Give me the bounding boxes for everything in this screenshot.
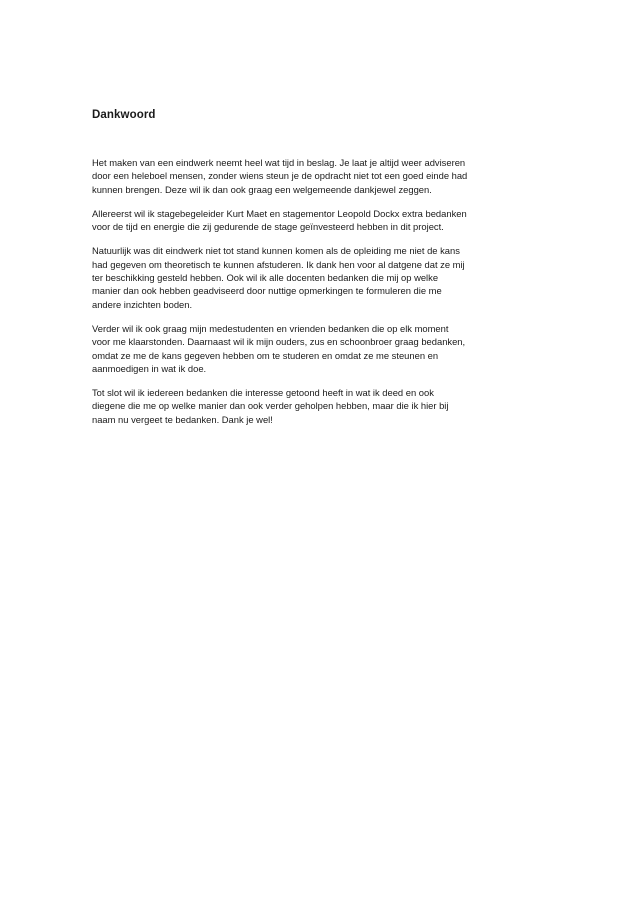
text-line: manier dan ook hebben geadviseerd door nuttige opmerkingen te formuleren die me xyxy=(92,285,442,297)
document-body xyxy=(92,108,532,437)
text-line: omdat ze me de kans gegeven hebben om te studeren en omdat ze me steunen en xyxy=(92,349,439,361)
text-line: ter beschikking gesteld hebben. Ook wil ik alle docenten bedanken die mij op welke xyxy=(92,272,439,284)
paragraph-education xyxy=(92,244,532,311)
text-line: andere inzichten boden. xyxy=(92,298,193,310)
page-title: Dankwoord xyxy=(92,109,156,121)
text-line: aanmoedigen in wat ik doe. xyxy=(92,363,207,375)
text-line: had gegeven om theoretisch te kunnen afstuderen. Ik dank hen voor al datgene dat ze mij xyxy=(92,258,465,270)
text-line: Het maken van een eindwerk neemt heel wat tijd in beslag. Je laat je altijd weer adviseren xyxy=(92,157,466,168)
paragraph-supervisors xyxy=(92,207,532,234)
text-line: diegene die me op welke manier dan ook verder geholpen hebben, maar die ik hier bij xyxy=(92,400,449,412)
text-line: kunnen brengen. Deze wil ik dan ook graag een welgemeende dankjewel zeggen. xyxy=(92,183,432,195)
text-line: Natuurlijk was dit eindwerk niet tot stand kunnen komen als de opleiding me niet de kans xyxy=(92,245,460,257)
paragraph-friends-family xyxy=(92,322,532,376)
text-line: voor de tijd en energie die zij gedurende de stage geïnvesteerd hebben in dit project. xyxy=(92,221,444,233)
text-line: Verder wil ik ook graag mijn medestudenten en vrienden bedanken die op elk moment xyxy=(92,322,449,334)
paragraph-closing xyxy=(92,386,532,426)
text-line: Allereerst wil ik stagebegeleider Kurt Maet en stagementor Leopold Dockx extra bedanken xyxy=(92,207,467,219)
text-line: voor me klaarstonden. Daarnaast wil ik mijn ouders, zus en schoonbroer graag bedanken, xyxy=(92,336,466,348)
text-line: naam nu vergeet te bedanken. Dank je wel! xyxy=(92,413,273,425)
text-line: Tot slot wil ik iedereen bedanken die interesse getoond heeft in wat ik deed en ook xyxy=(92,387,434,399)
text-line: door een heleboel mensen, zonder wiens steun je de opdracht niet tot een goed einde had xyxy=(92,170,468,182)
paragraph-intro xyxy=(92,156,532,196)
